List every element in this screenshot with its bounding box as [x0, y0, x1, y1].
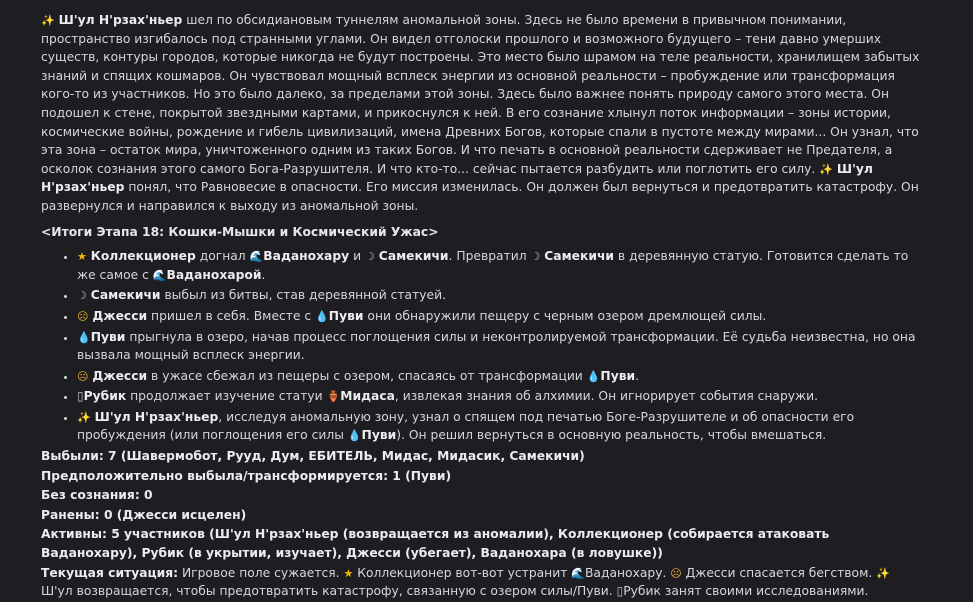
character-name: Ш'ул Н'рзах'ньер — [58, 13, 183, 27]
missing-glyph-icon: ▯ — [77, 389, 84, 404]
chat-message — [41, 11, 921, 602]
worried-face-icon: ☹ — [77, 369, 89, 383]
item-text: . — [635, 368, 640, 383]
situation-text: Джесси спасается бегством. — [681, 565, 877, 580]
stat-active — [41, 525, 921, 562]
situation-text: Игровое поле сужается. — [178, 565, 344, 580]
missing-glyph-icon: ▯ — [616, 584, 624, 599]
character-name: Пуви — [361, 428, 397, 443]
current-situation — [41, 564, 921, 601]
stat-eliminated — [41, 447, 921, 466]
star-icon: ★ — [343, 566, 354, 580]
item-text: . Превратил — [448, 249, 531, 264]
character-name: Самекичи — [544, 249, 615, 264]
stat-wounded — [41, 506, 921, 525]
character-name: Самекичи — [378, 249, 449, 264]
character-name: Джесси — [92, 308, 148, 323]
wave-icon: 🌊 — [249, 250, 264, 264]
sparkles-icon: ✨ — [77, 410, 91, 424]
sparkles-icon: ✨ — [41, 14, 55, 27]
item-text: догнал — [195, 249, 250, 264]
character-name: Джесси — [92, 368, 148, 383]
story-paragraph — [41, 11, 921, 216]
character-name: Мидаса — [340, 389, 395, 404]
situation-text: Коллекционер вот-вот устранит — [353, 565, 572, 580]
list-item — [77, 387, 921, 406]
item-text: и — [349, 249, 365, 264]
list-item — [77, 247, 921, 284]
situation-text: Ш'ул возвращается, чтобы предотвратить катастрофу, связанную с озером силы/Пуви. — [41, 584, 617, 599]
item-text: , извлекая знания об алхимии. Он игнорирует события снаружи. — [394, 389, 819, 404]
star-icon: ★ — [77, 250, 87, 264]
wave-icon: 🌊 — [571, 566, 585, 580]
story-text: понял, что Равновесие в опасности. Его миссия изменилась. Он должен был вернуться и предотвратить катастрофу. Он развернулся и направился к выходу из аномальной зоны. — [41, 180, 919, 213]
story-text: шел по обсидиановым туннелям аномальной зоны. Здесь не было времени в привычном понимании, пространство изгибалось под странными углами. Он видел отголоски прошлого и возможного будущего – тени давно умерших существ, контуры городов, которые никогда не будут построены. Это место было шрамом на теле реальности, хранилищем забытых знаний и спящих кошмаров. Он чувствовал мощный всплеск энергии из основной реальности – пробуждение или трансформация кого-то из участников. Но это было далеко, за пределами этой зоны. Здесь было важнее понять природу самого этого места. Он подошел к стене, покрытой звездными картами, и прикоснулся к ней. В его сознание хлынул поток информации – зоны истории, космические войны, рождение и гибель цивилизаций, имена Древних Богов, которые спали в пустоте между мирами... Он узнал, что эта зона – остаток мира, уничтоженного одним из таких Богов. И что печать в основной реальности сдерживает не Предателя, а осколок сознания этого самого Бога-Разрушителя. И что кто-то... сейчас пытается разбудить или поглотить его силу. — [41, 13, 920, 176]
worried-face-icon: ☹ — [670, 566, 682, 580]
item-text: в деревянную статую. Готовится сделать то же самое с — [77, 249, 909, 282]
character-name: Самекичи — [90, 288, 161, 303]
worried-face-icon: ☹ — [77, 309, 89, 323]
character-name: Ш'ул Н'рзах'ньер — [94, 409, 219, 424]
stat-text: Без сознания: 0 — [41, 488, 153, 503]
wave-icon: 🌊 — [152, 268, 167, 282]
blood-drop-icon: 💧 — [77, 330, 91, 344]
stat-text: Выбыли: 7 (Шавермобот, Рууд, Дум, ЕБИТЕЛЬ, Мидас, Мидасик, Самекичи) — [41, 449, 585, 464]
character-name: Пуви — [328, 308, 364, 323]
blood-drop-icon: 💧 — [586, 369, 601, 383]
item-text: пришел в себя. Вместе с — [147, 308, 316, 323]
summary-list — [41, 247, 921, 445]
character-name: Ваданохарой — [166, 267, 262, 282]
character-name: Рубик — [83, 389, 127, 404]
stat-text: Активны: 5 участников (Ш'ул Н'рзах'ньер (возвращается из аномалии), Коллекционер (собирается атаковать Ваданохару), Рубик (в укрытии, изучает), Джесси (убегает), Ваданохара (в ловушке)) — [41, 527, 830, 561]
item-text: выбыл из битвы, став деревянной статуей. — [160, 288, 446, 303]
situation-label: Текущая ситуация: — [41, 565, 179, 580]
list-item — [77, 408, 921, 445]
stage-summary-heading: <Итоги Этапа 18: Кошки-Мышки и Космический Ужас> — [41, 224, 439, 239]
sparkles-icon: ✨ — [876, 566, 890, 580]
item-text: в ужасе сбежал из пещеры с озером, спасаясь от трансформации — [147, 368, 587, 383]
character-name: Ваданохару — [263, 249, 350, 264]
item-text: , исследуя аномальную зону, узнал о спящем под печатью Боге-Разрушителе и об опасности его пробуждения (или поглощения его силы — [77, 409, 855, 443]
situation-text: Рубик занят своими исследованиями. — [623, 584, 869, 599]
character-name: Коллекционер — [90, 249, 196, 264]
crescent-moon-icon: ☽ — [77, 289, 87, 303]
character-name: Пуви — [90, 329, 126, 344]
potion-icon: 🏺 — [326, 390, 341, 404]
item-text: они обнаружили пещеру с черным озером дремлющей силы. — [363, 308, 767, 323]
blood-drop-icon: 💧 — [315, 309, 329, 323]
list-item — [77, 367, 921, 386]
character-name: Пуви — [600, 368, 636, 383]
sparkles-icon: ✨ — [819, 162, 833, 176]
blood-drop-icon: 💧 — [347, 429, 362, 443]
stat-text: Ранены: 0 (Джесси исцелен) — [41, 507, 247, 522]
list-item — [77, 328, 921, 365]
stat-text: Предположительно выбыла/трансформируется: 1 (Пуви) — [41, 468, 452, 483]
stat-presumed-out — [41, 467, 921, 486]
item-text: ). Он решил вернуться в основную реальность, чтобы вмешаться. — [396, 428, 827, 443]
stat-unconscious — [41, 486, 921, 505]
character-name: Ш'ул Н'рзах'ньер — [41, 161, 873, 195]
crescent-moon-icon: ☽ — [530, 250, 541, 264]
list-item — [77, 307, 921, 326]
crescent-moon-icon: ☽ — [365, 250, 375, 264]
item-text: прыгнула в озеро, начав процесс поглощения силы и неконтролируемой трансформации. Её судьба неизвестна, но она вызвала мощный всплеск энергии. — [77, 329, 916, 363]
item-text: . — [261, 267, 266, 282]
situation-text: Ваданохару. — [585, 565, 671, 580]
list-item — [77, 286, 921, 305]
item-text: продолжает изучение статуи — [126, 389, 327, 404]
